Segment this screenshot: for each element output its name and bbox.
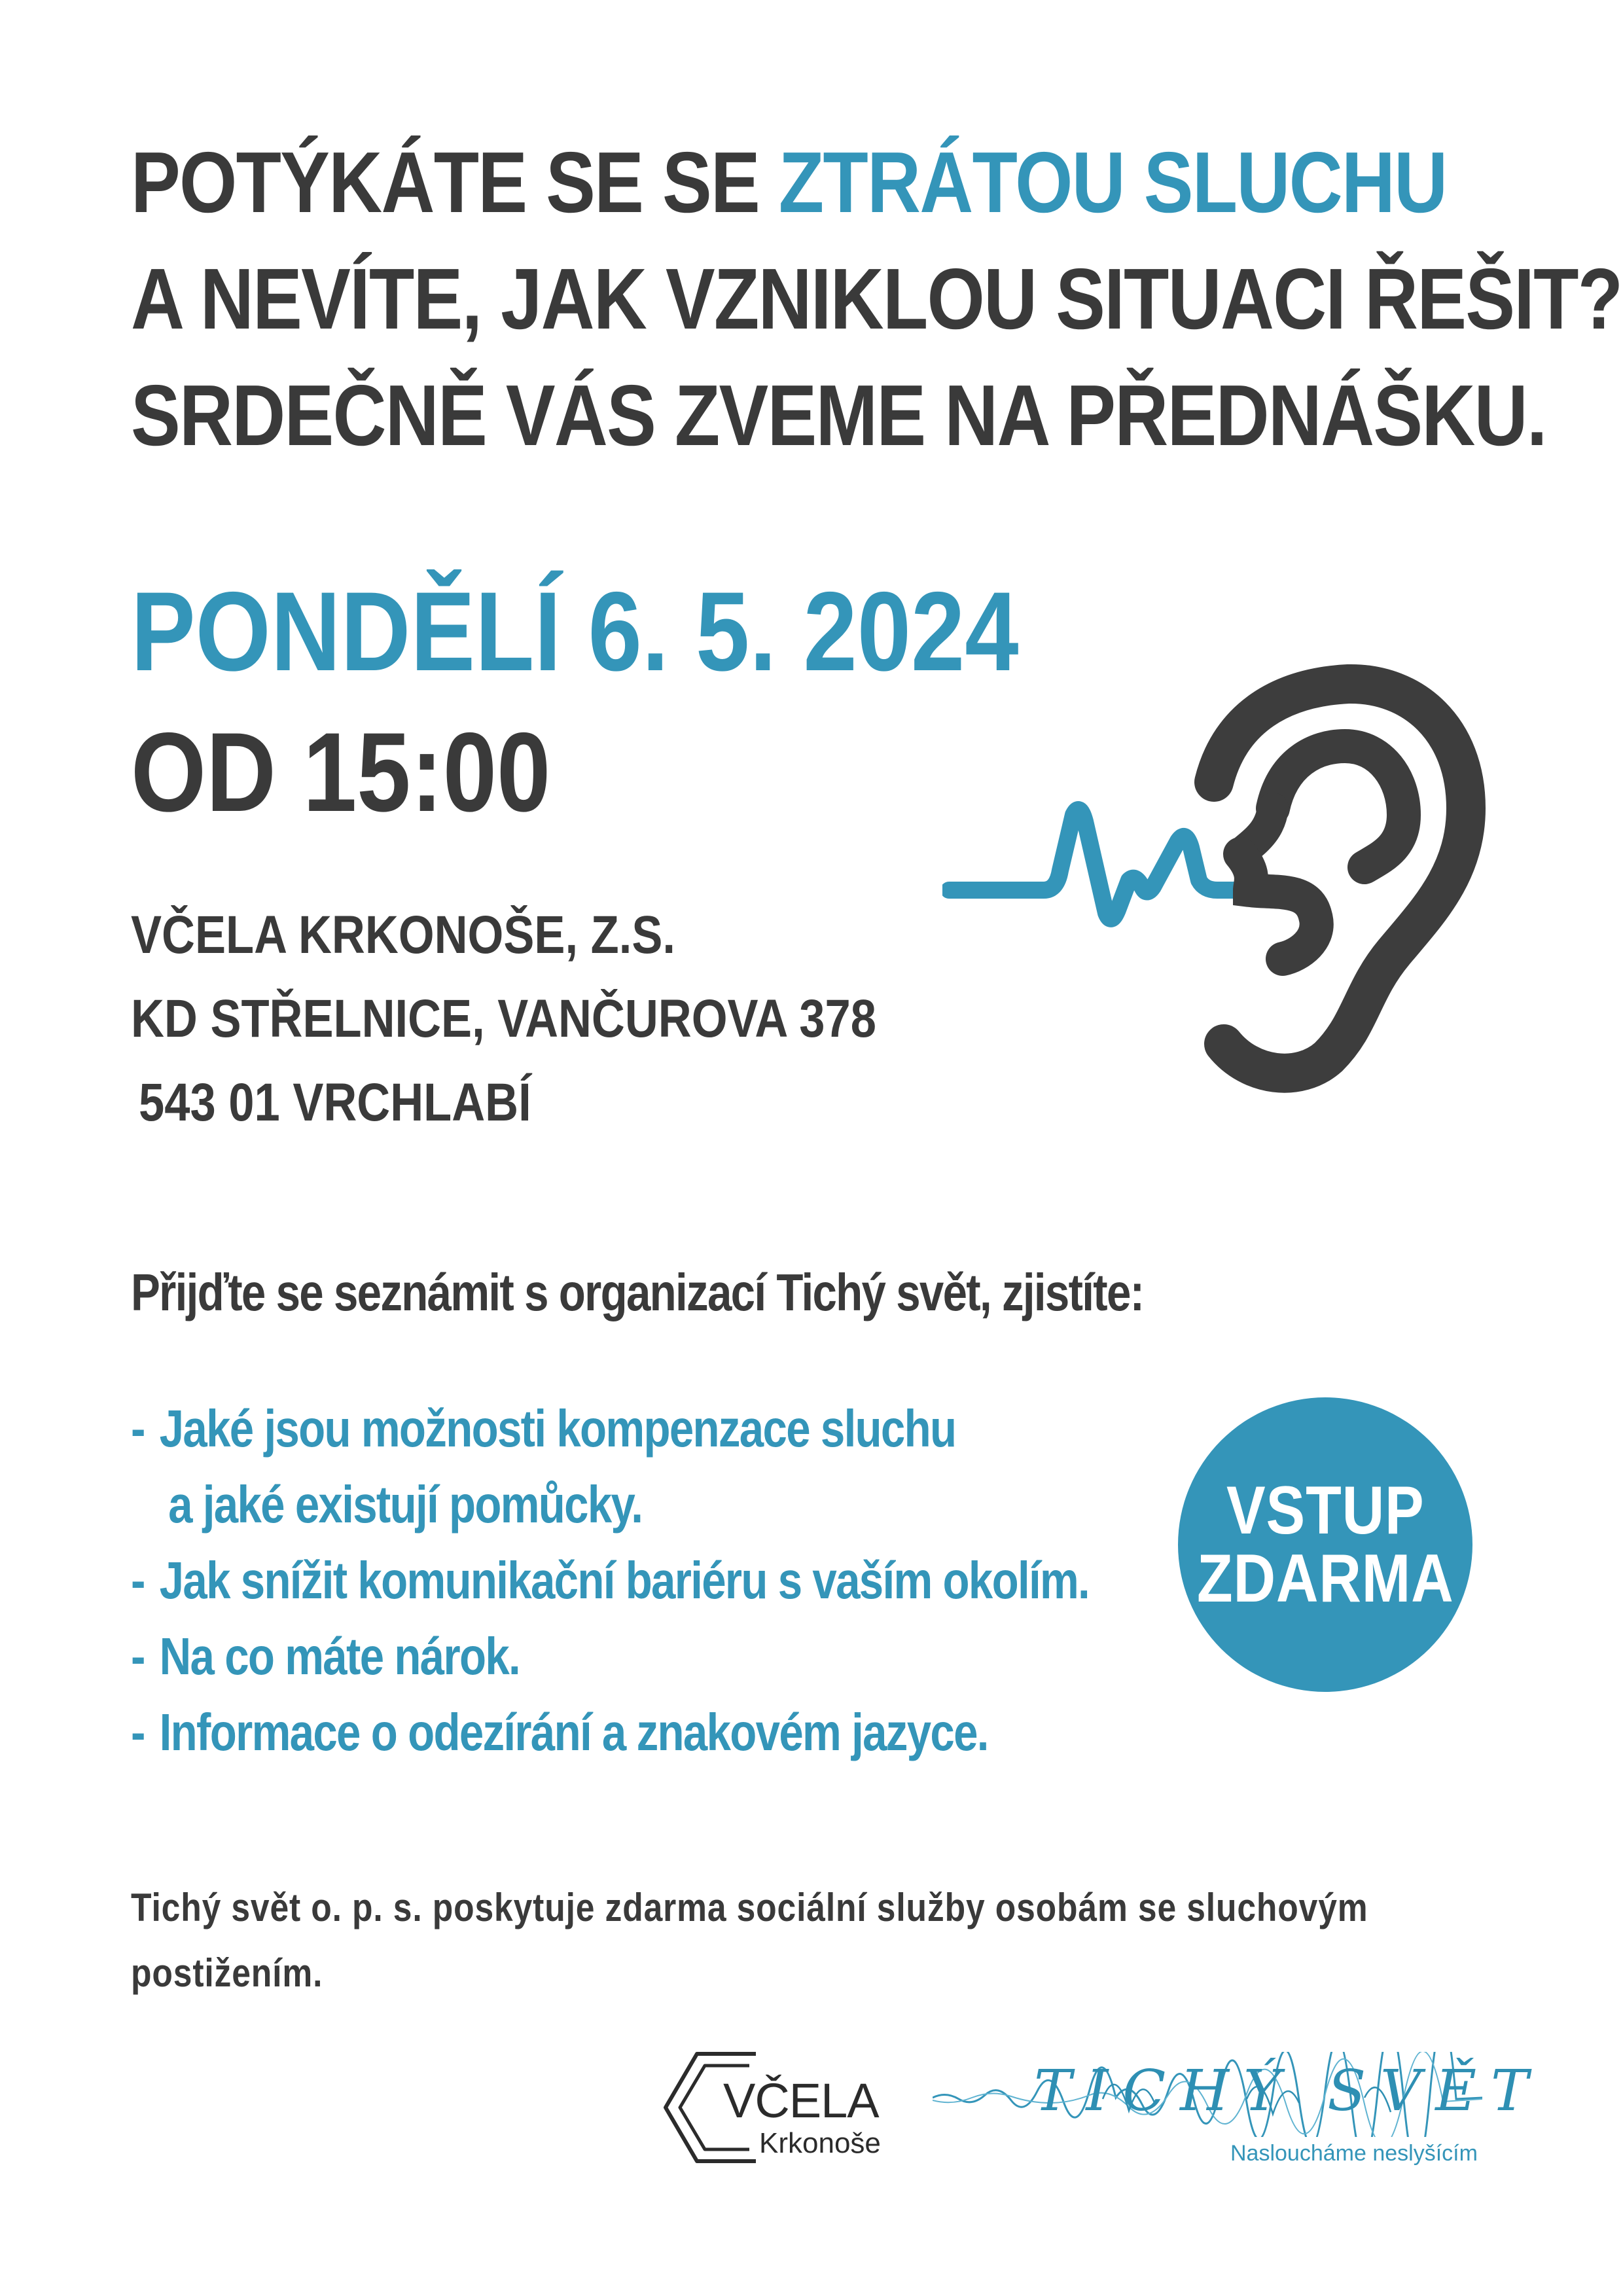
soundwave-icon bbox=[949, 810, 1243, 919]
list-item-text: Jak snížit komunikační bariéru s vaším okolím. bbox=[159, 1551, 1090, 1609]
headline-line-1 bbox=[131, 124, 1622, 241]
badge-text bbox=[1196, 1473, 1454, 1617]
headline-line-1-prefix: POTÝKÁTE SE SE bbox=[131, 134, 779, 230]
list-item-text: Informace o odezírání a znakovém jazyce. bbox=[159, 1703, 988, 1761]
tichy-svet-logo-name: TICHÝ SVĚT bbox=[1034, 2058, 1543, 2124]
address bbox=[131, 893, 876, 1145]
vcela-logo-subtitle: Krkonoše bbox=[759, 2127, 881, 2159]
bullet-list bbox=[131, 1391, 1089, 1770]
ear-illustration bbox=[942, 658, 1486, 1103]
list-item bbox=[131, 1619, 1089, 1695]
headline-highlight: ZTRÁTOU SLUCHU bbox=[778, 134, 1447, 230]
address-line-3: 543 01 VRCHLABÍ bbox=[139, 1073, 531, 1132]
footer-text: Tichý svět o. p. s. poskytuje zdarma sociální služby osobám se sluchovým postižením. bbox=[131, 1886, 1368, 1995]
address-line-1: VČELA KRKONOŠE, Z.S. bbox=[131, 905, 675, 965]
event-date: PONDĚLÍ 6. 5. 2024 bbox=[131, 569, 1019, 694]
tichy-svet-tagline: Nasloucháme neslyšícím bbox=[1230, 2141, 1478, 2166]
event-time: OD 15:00 bbox=[131, 709, 551, 835]
ear-icon bbox=[1214, 684, 1466, 1073]
address-line-2: KD STŘELNICE, VANČUROVA 378 bbox=[131, 989, 876, 1049]
headline-line-2: A NEVÍTE, JAK VZNIKLOU SITUACI ŘEŠIT? bbox=[131, 251, 1622, 347]
list-item-text: Jaké jsou možnosti kompenzace sluchu bbox=[159, 1399, 956, 1458]
list-item-continuation: a jaké existují pomůcky. bbox=[168, 1475, 643, 1534]
list-item bbox=[131, 1391, 1089, 1543]
headline-line-3: SRDEČNĚ VÁS ZVEME NA PŘEDNÁŠKU. bbox=[131, 367, 1546, 463]
intro-text: Přijďte se seznámit s organizací Tichý svět, zjistíte: bbox=[131, 1263, 1144, 1321]
vcela-logo-name: VČELA bbox=[723, 2073, 879, 2128]
badge-line-2: ZDARMA bbox=[1196, 1541, 1454, 1617]
badge-line-1: VSTUP bbox=[1226, 1473, 1425, 1549]
list-item-text: Na co máte nárok. bbox=[159, 1627, 520, 1685]
headline bbox=[131, 124, 1622, 474]
free-entry-badge bbox=[1178, 1397, 1472, 1692]
list-item bbox=[131, 1695, 1089, 1770]
list-item bbox=[131, 1543, 1089, 1619]
